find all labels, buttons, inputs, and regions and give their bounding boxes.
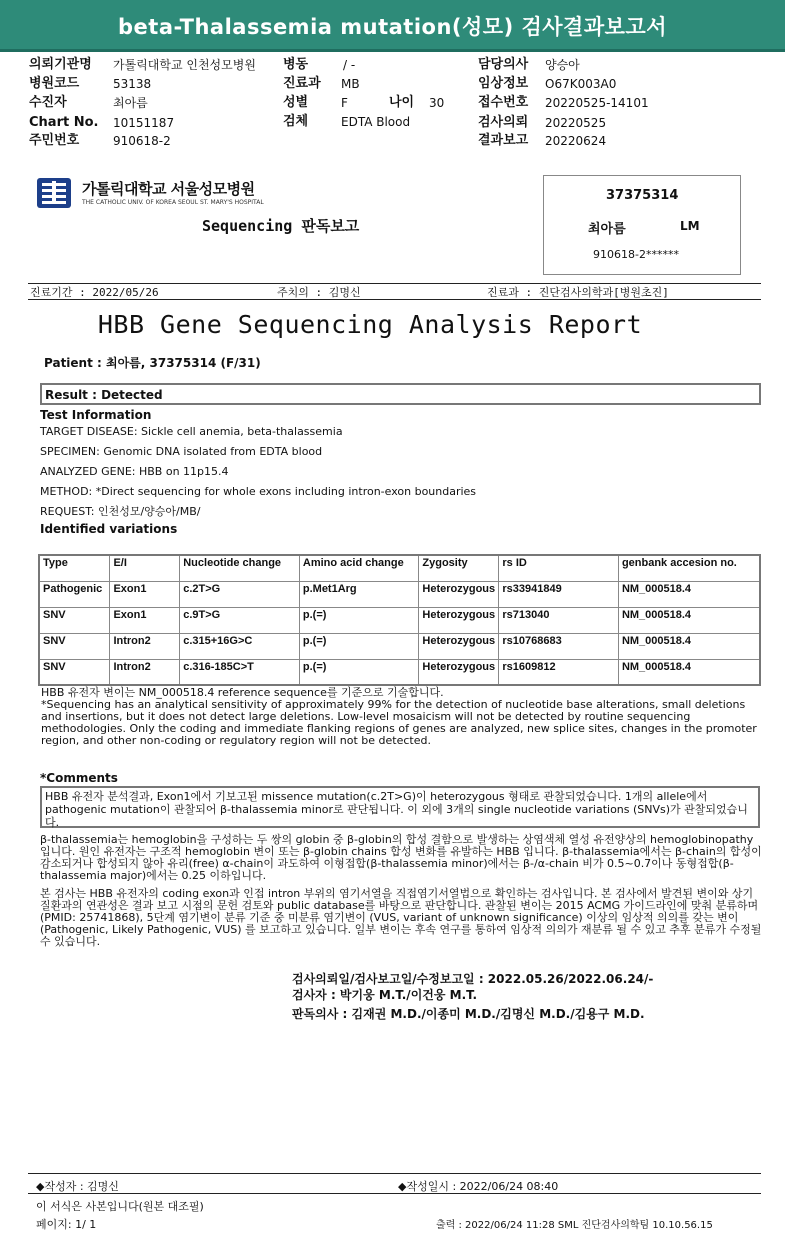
result-text: Result : Detected <box>45 388 163 402</box>
table-cell: Intron2 <box>110 633 180 659</box>
table-cell: c.9T>G <box>180 607 300 633</box>
table-cell: rs1609812 <box>499 659 619 685</box>
table-row <box>39 633 760 659</box>
value-ssn: 910618-2 <box>113 134 171 148</box>
label-physician: 담당의사 <box>478 57 529 72</box>
hospital-logo <box>36 177 72 209</box>
visit-department: 진료과 : 진단검사의학과[병원초진] <box>487 286 669 299</box>
reference-note: HBB 유전자 변이는 NM_000518.4 reference sequence를 기준으로 기술합니다. <box>41 686 444 699</box>
divider <box>28 1193 761 1194</box>
table-cell: rs33941849 <box>499 581 619 607</box>
label-ssn: 주민번호 <box>29 133 80 148</box>
testers: 검사자 : 박기웅 M.T./이건웅 M.T. <box>292 988 478 1002</box>
table-cell: rs713040 <box>499 607 619 633</box>
label-clinical-info: 임상정보 <box>478 76 529 91</box>
label-ward: 병동 <box>283 57 309 72</box>
value-physician: 양승아 <box>545 58 580 72</box>
table-cell: NM_000518.4 <box>618 633 760 659</box>
table-cell: Exon1 <box>110 581 180 607</box>
written-datetime: ◆작성일시 : 2022/06/24 08:40 <box>398 1180 559 1193</box>
value-age: 30 <box>429 96 445 110</box>
value-report-date: 20220624 <box>545 134 607 148</box>
report-dates: 검사의뢰일/검사보고일/수정보고일 : 2022.05.26/2022.06.24/- <box>292 972 654 986</box>
table-cell: Exon1 <box>110 607 180 633</box>
value-hospital-code: 53138 <box>113 77 152 91</box>
patient-id-box <box>543 175 741 275</box>
table-cell: p.(=) <box>299 659 419 685</box>
comments-heading: *Comments <box>40 771 118 785</box>
sensitivity-note: *Sequencing has an analytical sensitivity of approximately 99% for the detection of nucleotide base alterations, small deletions and insertions, but it does not detect large deletions. Low-level mosaicism will not be detected by routine sequencing methodologies. Only the coding and immediate flanking regions of genes are analyzed, new splice sites, changes in the promoter region, and other non-coding or regulatory region will not be detected. <box>41 698 757 747</box>
label-department: 진료과 <box>283 76 321 91</box>
table-cell: Intron2 <box>110 659 180 685</box>
label-request-date: 검사의뢰 <box>478 115 529 130</box>
copy-notice: 이 서식은 사본입니다(원본 대조필) <box>36 1200 204 1213</box>
divider <box>28 299 761 300</box>
table-cell: c.315+16G>C <box>180 633 300 659</box>
variations-table <box>38 554 761 686</box>
variations-heading: Identified variations <box>40 522 178 536</box>
result-box <box>40 383 761 405</box>
value-ward: / - <box>343 58 356 72</box>
table-row <box>39 607 760 633</box>
print-info: 출력 : 2022/06/24 11:28 SML 진단검사의학팀 10.10.56.15 <box>436 1220 713 1231</box>
label-institution: 의뢰기관명 <box>29 57 92 72</box>
report-title-bar: beta-Thalassemia mutation(성모) 검사결과보고서 <box>0 0 785 52</box>
table-row <box>39 659 760 685</box>
attending-doctor: 주치의 : 김명신 <box>277 286 361 299</box>
label-hospital-code: 병원코드 <box>29 76 80 91</box>
patient-ssn: 910618-2****** <box>593 248 679 261</box>
report-patient: Patient : 최아름, 37375314 (F/31) <box>44 356 261 370</box>
column-header: rs ID <box>499 555 619 581</box>
label-age: 나이 <box>389 95 415 110</box>
hospital-english-name: THE CATHOLIC UNIV. OF KOREA SEOUL ST. MARY'S HOSPITAL <box>82 199 264 206</box>
report-heading: HBB Gene Sequencing Analysis Report <box>97 310 643 339</box>
table-cell: rs10768683 <box>499 633 619 659</box>
table-cell: Heterozygous <box>419 607 499 633</box>
author: ◆작성자 : 김명신 <box>36 1180 119 1193</box>
visit-date: 진료기간 : 2022/05/26 <box>30 286 159 299</box>
request-info: REQUEST: 인천성모/양승아/MB/ <box>40 505 201 518</box>
comments-text: HBB 유전자 분석결과, Exon1에서 기보고된 missence mutation(c.2T>G)이 heterozygous 형태로 관찰되었습니다. 1개의 allele에서 pathogenic mutation이 관찰되어 β-thalassemia minor로 판단됩니다. 이 외에 3개의 single nucleotide variations (SNVs)가 관찰되었습니다. <box>45 790 748 829</box>
label-patient: 수진자 <box>29 95 67 110</box>
specimen-info: SPECIMEN: Genomic DNA isolated from EDTA blood <box>40 445 323 458</box>
column-header: Zygosity <box>419 555 499 581</box>
label-chart-no: Chart No. <box>29 115 99 130</box>
table-cell: SNV <box>39 633 110 659</box>
value-sex: F <box>341 96 348 110</box>
table-cell: Heterozygous <box>419 659 499 685</box>
patient-id: 37375314 <box>606 188 679 203</box>
column-header: Type <box>39 555 110 581</box>
table-cell: SNV <box>39 659 110 685</box>
table-header-row <box>39 555 760 581</box>
table-cell: p.(=) <box>299 633 419 659</box>
value-receipt-no: 20220525-14101 <box>545 96 649 110</box>
analyzed-gene: ANALYZED GENE: HBB on 11p15.4 <box>40 465 229 478</box>
table-cell: p.(=) <box>299 607 419 633</box>
label-report-date: 결과보고 <box>478 133 529 148</box>
value-patient: 최아름 <box>113 96 148 110</box>
value-specimen: EDTA Blood <box>341 115 411 129</box>
thalassemia-description: β-thalassemia는 hemoglobin을 구성하는 두 쌍의 globin 중 β-globin의 합성 결함으로 발생하는 상염색체 열성 유전양상의 hemoglobinopathy입니다. 원인 유전자는 구조적 hemoglobin 변이 또는 β-globin chains 합성 변화를 유발하는 HBB 입니다. β-thalassemia에서는 β-chain의 합성이 감소되거나 합성되지 않아 유리(free) α-chain이 과도하여 이형접합(β-thalassemia minor)에서는 β-/α-chain 비가 0.5~0.7이나 동형접합(β-thalassemia major)에서는 0.25 이하입니다. <box>40 833 762 882</box>
table-cell: c.2T>G <box>180 581 300 607</box>
table-cell: NM_000518.4 <box>618 581 760 607</box>
table-cell: Pathogenic <box>39 581 110 607</box>
table-cell: SNV <box>39 607 110 633</box>
value-department: MB <box>341 77 360 91</box>
comments-box <box>40 786 760 828</box>
reading-physicians: 판독의사 : 김재권 M.D./이종미 M.D./김명신 M.D./김용구 M.D. <box>292 1007 645 1021</box>
hospital-name: 가톨릭대학교 서울성모병원 <box>82 180 255 198</box>
divider <box>28 283 761 284</box>
patient-code: LM <box>680 219 700 233</box>
table-cell: p.Met1Arg <box>299 581 419 607</box>
table-cell: c.316-185C>T <box>180 659 300 685</box>
label-receipt-no: 접수번호 <box>478 95 529 110</box>
table-cell: NM_000518.4 <box>618 607 760 633</box>
table-row <box>39 581 760 607</box>
test-info-heading: Test Information <box>40 408 152 422</box>
value-institution: 가톨릭대학교 인천성모병원 <box>113 58 256 72</box>
notes-block <box>41 687 761 747</box>
test-description: 본 검사는 HBB 유전자의 coding exon과 인접 intron 부위의 염기서열을 직접염기서열법으로 확인하는 검사입니다. 본 검사에서 발견된 변이와 상기 질환과의 연관성은 결과 보고 시점의 문헌 검토와 public database를 바탕으로 판단합니다. 관찰된 변이는 2015 ACMG 가이드라인에 맞춰 분류하며 (PMID: 25741868), 5단계 염기변이 분류 기준 중 미분류 염기변이 (VUS, variant of unknown significance) 이상의 임상적 의의를 갖는 변이 (Pathogenic, Likely Pathogenic, VUS) 를 보고하고 있습니다. 일부 변이는 후속 연구를 통하여 임상적 의의가 재분류 될 수 있고 추후 분류가 수정될 수 있습니다. <box>40 887 762 948</box>
table-cell: Heterozygous <box>419 581 499 607</box>
column-header: Nucleotide change <box>180 555 300 581</box>
column-header: genbank accesion no. <box>618 555 760 581</box>
patient-name: 최아름 <box>588 222 626 237</box>
table-cell: Heterozygous <box>419 633 499 659</box>
method-info: METHOD: *Direct sequencing for whole exons including intron-exon boundaries <box>40 485 477 498</box>
sequencing-report-title: Sequencing 판독보고 <box>202 217 360 235</box>
column-header: E/I <box>110 555 180 581</box>
value-request-date: 20220525 <box>545 116 607 130</box>
column-header: Amino acid change <box>299 555 419 581</box>
divider <box>28 1173 761 1174</box>
label-sex: 성별 <box>283 95 309 110</box>
value-clinical-info: O67K003A0 <box>545 77 617 91</box>
page-number: 페이지: 1/ 1 <box>36 1218 97 1231</box>
value-chart-no: 10151187 <box>113 116 175 130</box>
label-specimen: 검체 <box>283 114 309 129</box>
table-cell: NM_000518.4 <box>618 659 760 685</box>
target-disease: TARGET DISEASE: Sickle cell anemia, beta-thalassemia <box>40 425 343 438</box>
